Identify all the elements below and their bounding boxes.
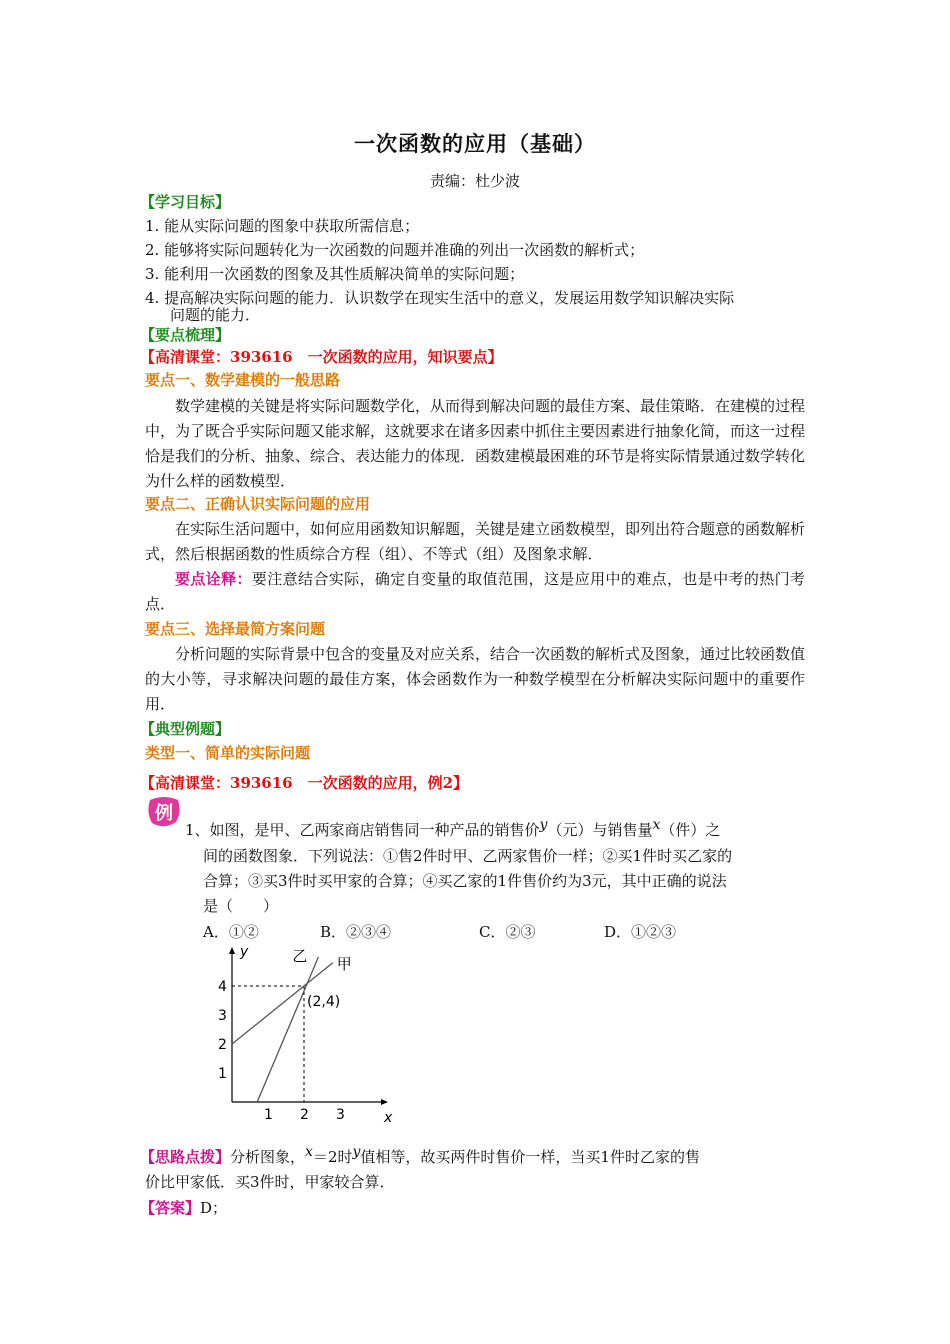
y-tick-label: 4 bbox=[218, 979, 227, 995]
page-title: 一次函数的应用（基础） bbox=[354, 131, 596, 156]
answer-text: D； bbox=[200, 1199, 228, 1217]
series-label: 乙 bbox=[292, 947, 308, 965]
class-link-points[interactable]: 【高清课堂：393616 一次函数的应用，知识要点】 bbox=[140, 348, 503, 366]
question-line-3: 合算；③买3件时买甲家的合算；④买乙家的1件售价约为3元，其中正确的说法 bbox=[203, 872, 727, 890]
x-axis-label: x bbox=[384, 1110, 393, 1126]
answer-line bbox=[140, 1196, 227, 1220]
series-label: 甲 bbox=[336, 954, 352, 973]
point-1-text: 数学建模的关键是将实际问题数学化，从而得到解决问题的最佳方案、最佳策略．在建模的过程中，为了既合乎实际问题又能求解，这就要求在诸多因素中抓住主要因素进行抽象化简，而这一过程恰是我们的分析、抽象、综合、表达能力的体现．函数建模最困难的环节是将实际情景通过数学转化为什么样的函数模型． bbox=[145, 397, 806, 490]
goal-item: 4. 提高解决实际问题的能力．认识数学在现实生活中的意义，发展运用数学知识解决实际 bbox=[145, 289, 735, 307]
editor-credit: 责编：杜少波 bbox=[429, 172, 520, 190]
intersection-label: (2,4) bbox=[307, 994, 341, 1010]
option-c[interactable]: C．②③ bbox=[479, 923, 536, 941]
goals-heading: 【学习目标】 bbox=[140, 193, 231, 211]
hint-label: 【思路点拨】 bbox=[140, 1148, 231, 1166]
question-line-2: 间的函数图象．下列说法：①售2件时甲、乙两家售价一样；②买1件时买乙家的 bbox=[203, 847, 733, 865]
example-badge-icon bbox=[146, 796, 182, 828]
goal-item: 3. 能利用一次函数的图象及其性质解决简单的实际问题； bbox=[145, 265, 525, 283]
point-2-title: 要点二、正确认识实际问题的应用 bbox=[145, 495, 371, 513]
type-1-title: 类型一、简单的实际问题 bbox=[145, 744, 311, 762]
examples-heading: 【典型例题】 bbox=[140, 720, 231, 738]
option-b[interactable]: B．②③④ bbox=[320, 923, 392, 941]
answer-label: 【答案】 bbox=[140, 1199, 201, 1217]
points-heading: 【要点梳理】 bbox=[140, 326, 231, 344]
y-axis-label: y bbox=[240, 945, 249, 960]
y-tick-label: 1 bbox=[218, 1066, 227, 1082]
note-label: 要点诠释： bbox=[175, 570, 252, 588]
hint-line-2: 价比甲家低．买3件时，甲家较合算． bbox=[145, 1173, 395, 1191]
chart-lines bbox=[232, 947, 352, 1102]
y-tick-label: 3 bbox=[218, 1008, 227, 1024]
point-1-title: 要点一、数学建模的一般思路 bbox=[145, 371, 341, 389]
point-3-title: 要点三、选择最简方案问题 bbox=[145, 620, 326, 638]
hint-line-1: 【思路点拨】分析图象，x＝2时y值相等，故买两件时售价一样，当买1件时乙家的售 bbox=[140, 1144, 700, 1166]
var-x: x bbox=[652, 817, 661, 833]
point-2-text: 在实际生活问题中，如何应用函数知识解题，关键是建立函数模型，即列出符合题意的函数解析式，然后根据函数的性质综合方程（组）、不等式（组）及图象求解． bbox=[145, 520, 806, 563]
series-line bbox=[257, 957, 318, 1102]
x-tick-label: 1 bbox=[264, 1107, 273, 1123]
point-2-note bbox=[145, 567, 805, 617]
option-a[interactable]: A．①② bbox=[203, 923, 259, 941]
goal-item-continued: 问题的能力． bbox=[170, 306, 261, 324]
x-tick-label: 3 bbox=[336, 1107, 345, 1123]
point-3-text: 分析问题的实际背景中包含的变量及对应关系，结合一次函数的解析式及图象，通过比较函数值的大小等，寻求解决问题的最佳方案，体会函数作为一种数学模型在分析解决实际问题中的重要作用． bbox=[145, 645, 806, 713]
example-badge-text: 例 bbox=[155, 803, 173, 824]
chart-axes bbox=[229, 945, 393, 1126]
x-axis-arrow bbox=[381, 1099, 388, 1105]
y-axis-arrow bbox=[229, 947, 235, 954]
x-tick-label: 2 bbox=[300, 1107, 309, 1123]
option-d[interactable]: D．①②③ bbox=[604, 923, 677, 941]
question-line-1: 1、如图，是甲、乙两家商店销售同一种产品的销售价y（元）与销售量x（件）之 bbox=[185, 817, 721, 839]
goal-item: 1. 能从实际问题的图象中获取所需信息； bbox=[145, 217, 420, 235]
note-text: 要注意结合实际，确定自变量的取值范围，这是应用中的难点，也是中考的热门考点． bbox=[145, 570, 805, 613]
goal-item: 2. 能够将实际问题转化为一次函数的问题并准确的列出一次函数的解析式； bbox=[145, 241, 645, 259]
y-tick-label: 2 bbox=[218, 1037, 227, 1053]
question-line-4: 是（ ） bbox=[203, 897, 279, 915]
var-y: y bbox=[539, 817, 548, 833]
hint-var-y: y bbox=[352, 1144, 361, 1160]
price-chart bbox=[210, 945, 400, 1130]
class-link-example[interactable]: 【高清课堂：393616 一次函数的应用，例2】 bbox=[140, 774, 469, 792]
hint-var-x: x bbox=[305, 1144, 313, 1160]
